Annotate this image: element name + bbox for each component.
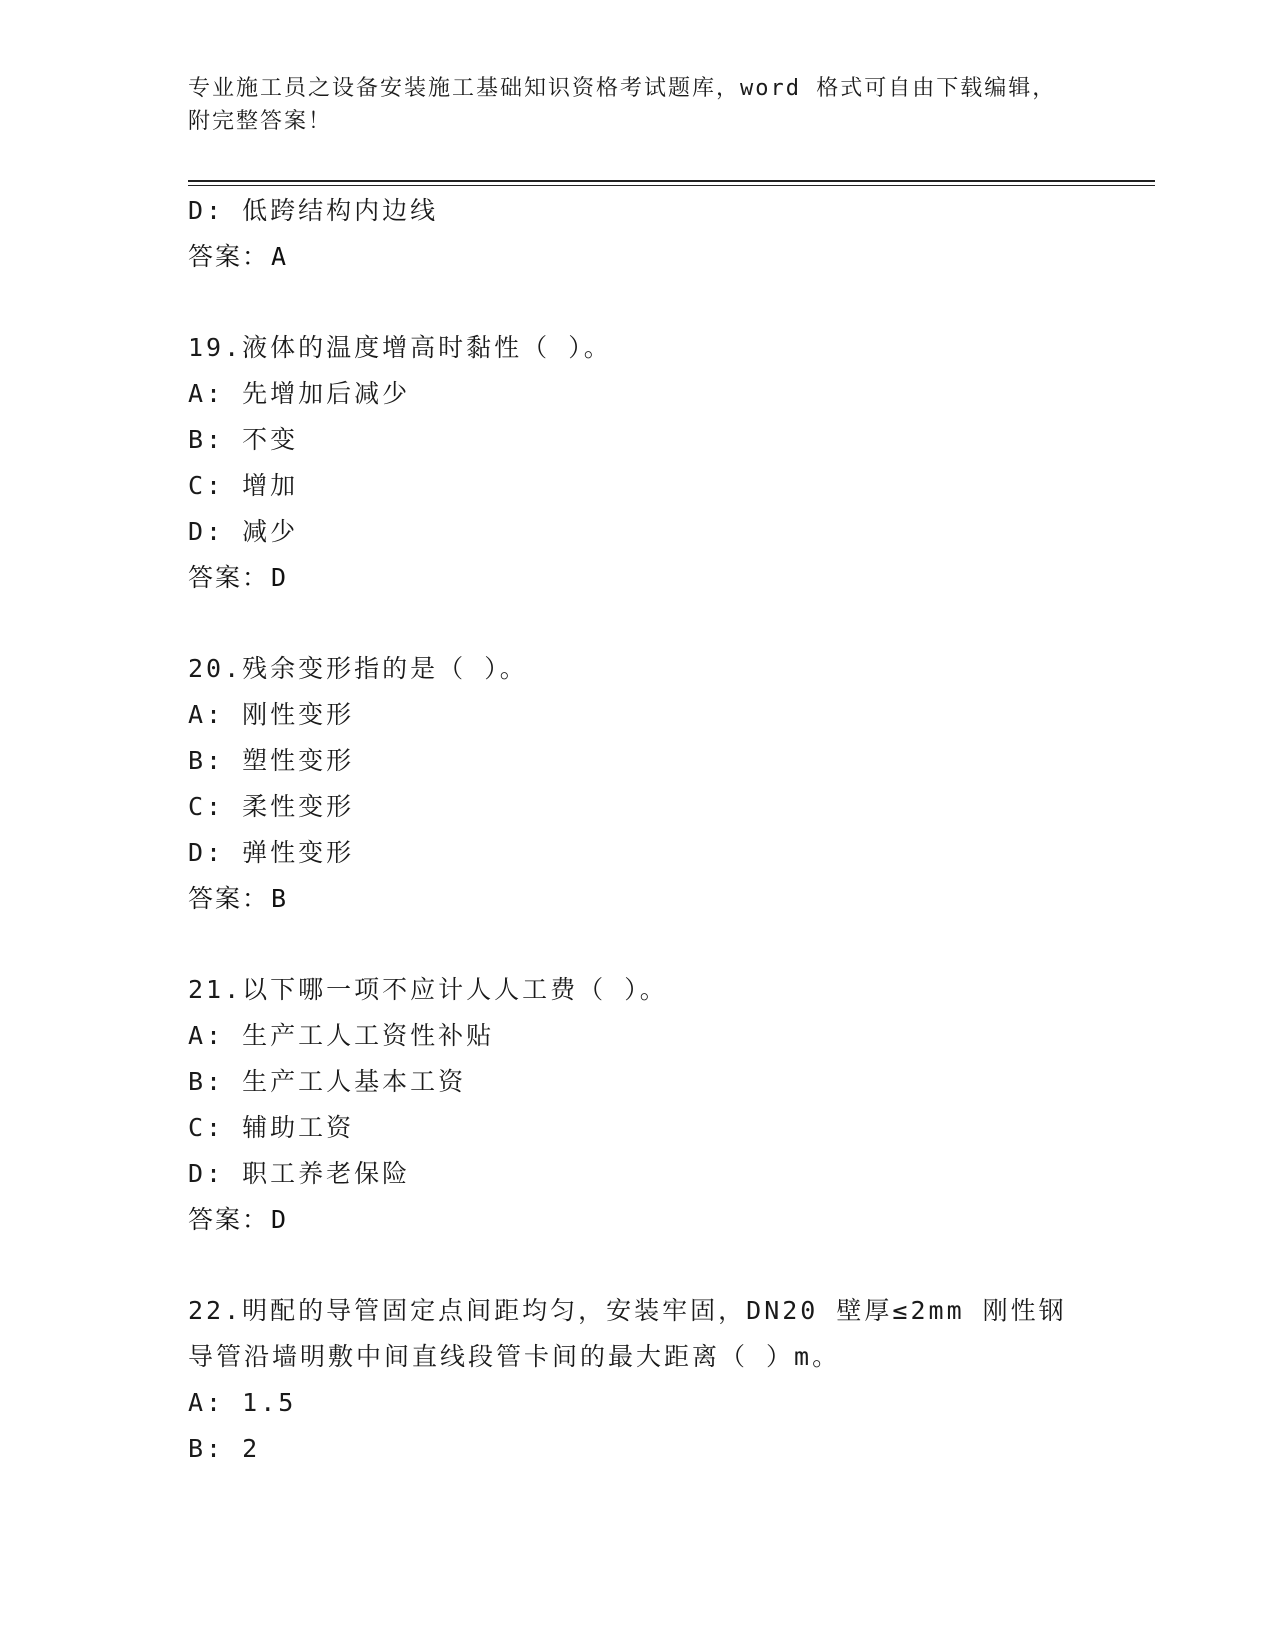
- header-line-1: 专业施工员之设备安装施工基础知识资格考试题库，word 格式可自由下载编辑，: [188, 76, 1057, 101]
- answer-line: [188, 876, 1148, 922]
- option-d: D: 低跨结构内边线: [188, 196, 439, 225]
- option-c: C: 辅助工资: [188, 1113, 355, 1142]
- spacer: [188, 601, 1148, 646]
- answer-label: 答案：: [188, 563, 270, 592]
- answer-line: [188, 555, 1148, 601]
- question-stem: 21.以下哪一项不应计人人工费（ ）。: [188, 975, 668, 1004]
- answer-value: D: [271, 1205, 289, 1234]
- spacer: [188, 1243, 1148, 1288]
- option-b: B: 生产工人基本工资: [188, 1067, 467, 1096]
- option-b: B: 不变: [188, 425, 299, 454]
- question-stem: 20.残余变形指的是（ ）。: [188, 654, 528, 683]
- answer-line: [188, 234, 1148, 280]
- header-line-2: 附完整答案！: [188, 109, 333, 134]
- option-b: B: 塑性变形: [188, 746, 355, 775]
- question-19: [188, 325, 1148, 601]
- question-stem: 19.液体的温度增高时黏性（ ）。: [188, 333, 612, 362]
- spacer: [188, 280, 1148, 325]
- document-body: [188, 188, 1148, 1472]
- page-header: [188, 72, 1088, 138]
- spacer: [188, 922, 1148, 967]
- header-divider: [188, 180, 1155, 186]
- question-21: [188, 967, 1148, 1243]
- answer-label: 答案：: [188, 1205, 270, 1234]
- option-c: C: 柔性变形: [188, 792, 355, 821]
- question-stem: 22.明配的导管固定点间距均匀，安装牢固，DN20 壁厚≤2mm 刚性钢导管沿墙明敷中间直线段管卡间的最大距离（ ）m。: [188, 1296, 1067, 1371]
- question-22: [188, 1288, 1148, 1472]
- answer-value: B: [271, 884, 289, 913]
- answer-line: [188, 1197, 1148, 1243]
- option-a: A: 刚性变形: [188, 700, 355, 729]
- option-a: A: 生产工人工资性补贴: [188, 1021, 495, 1050]
- option-a: A: 先增加后减少: [188, 379, 411, 408]
- option-d: D: 弹性变形: [188, 838, 355, 867]
- option-a: A: 1.5: [188, 1388, 297, 1417]
- option-c: C: 增加: [188, 471, 299, 500]
- option-d: D: 减少: [188, 517, 299, 546]
- answer-value: A: [271, 242, 289, 271]
- question-20: [188, 646, 1148, 922]
- answer-value: D: [271, 563, 289, 592]
- answer-label: 答案：: [188, 884, 270, 913]
- option-b: B: 2: [188, 1434, 261, 1463]
- answer-label: 答案：: [188, 242, 270, 271]
- option-d: D: 职工养老保险: [188, 1159, 411, 1188]
